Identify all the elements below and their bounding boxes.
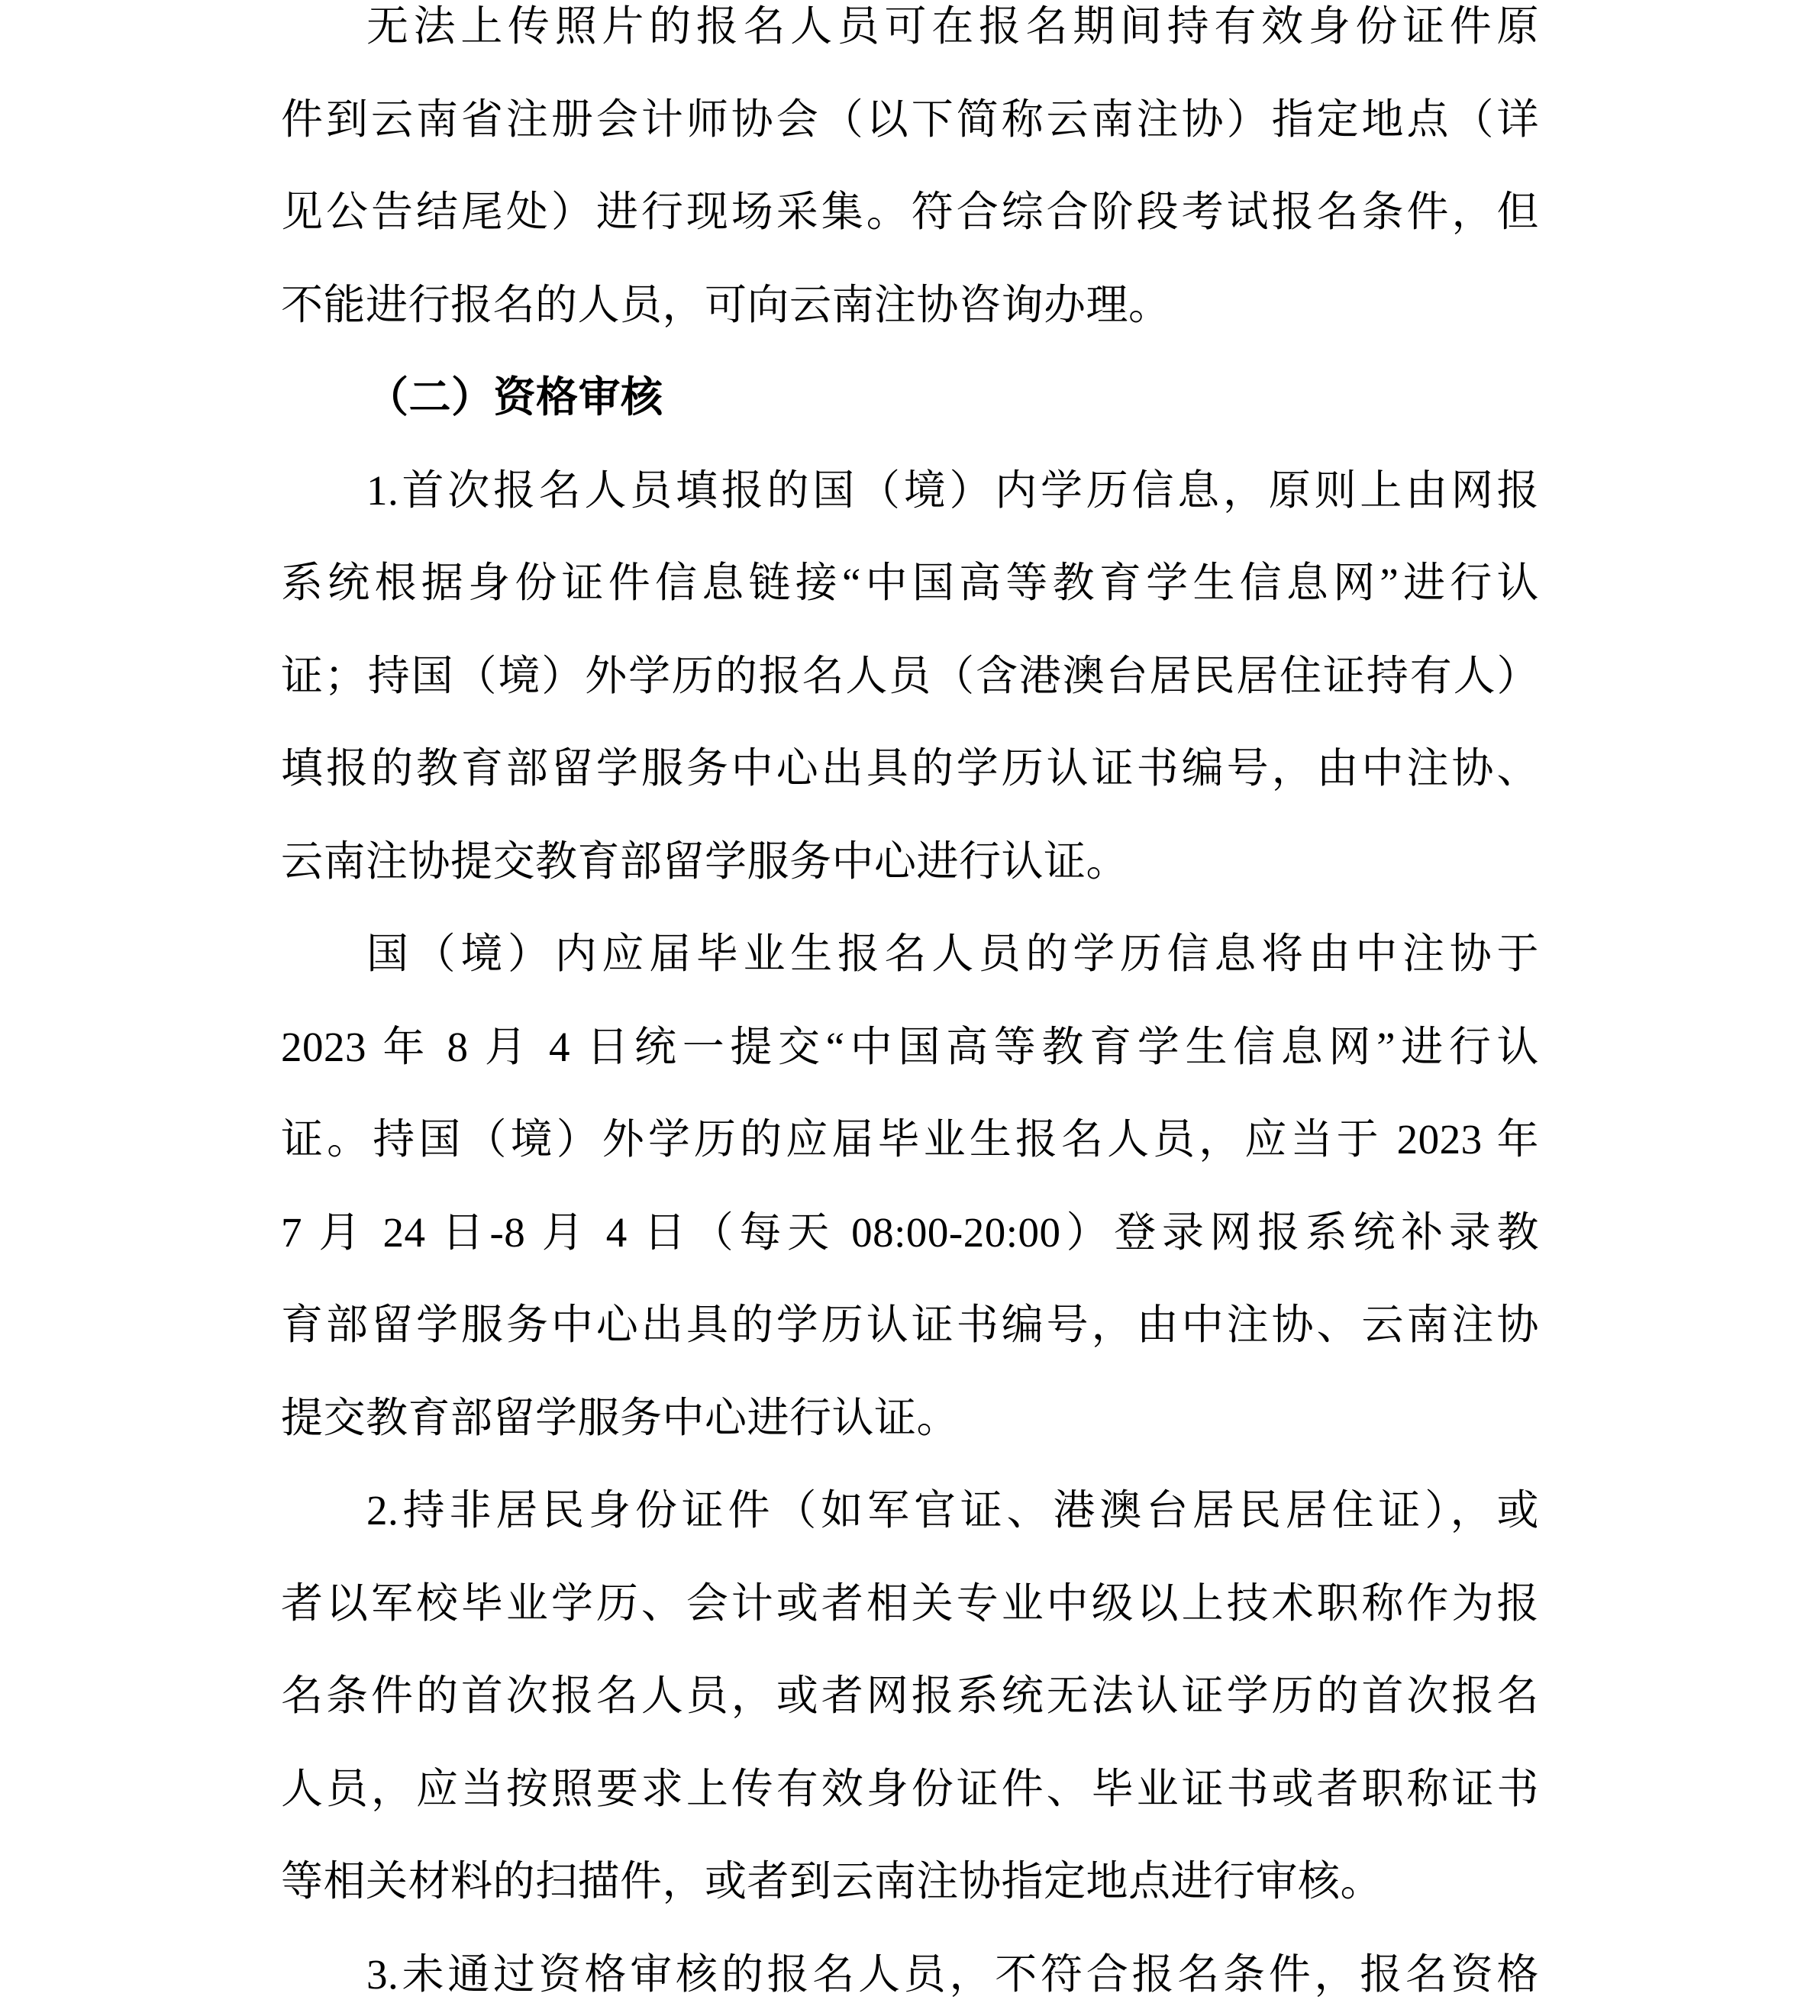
text-line: 7 月 24 日-8 月 4 日（每天 08:00-20:00）登录网报系统补录教 — [281, 1208, 1539, 1256]
text-line: 件到云南省注册会计师协会（以下简称云南注协）指定地点（详 — [281, 95, 1539, 143]
text-line: 见公告结尾处）进行现场采集。符合综合阶段考试报名条件，但 — [281, 189, 1539, 235]
text-line: 填报的教育部留学服务中心出具的学历认证书编号，由中注协、 — [281, 745, 1539, 792]
text-line: 1.首次报名人员填报的国（境）内学历信息，原则上由网报 — [366, 466, 1539, 514]
text-line: 不能进行报名的人员，可向云南注协咨询办理。 — [281, 281, 1171, 328]
text-line: 提交教育部留学服务中心进行认证。 — [281, 1394, 960, 1441]
text-line: 系统根据身份证件信息链接“中国高等教育学生信息网”进行认 — [281, 560, 1539, 606]
document-content — [281, 0, 1539, 2016]
text-line: 证；持国（境）外学历的报名人员（含港澳台居民居住证持有人） — [281, 652, 1539, 699]
text-line: 国（境）内应届毕业生报名人员的学历信息将由中注协于 — [366, 931, 1539, 977]
text-line: 人员，应当按照要求上传有效身份证件、毕业证书或者职称证书 — [281, 1765, 1539, 1812]
section-heading: （二）资格审核 — [366, 374, 663, 421]
text-line: 名条件的首次报名人员，或者网报系统无法认证学历的首次报名 — [281, 1672, 1539, 1719]
text-line: 云南注协提交教育部留学服务中心进行认证。 — [281, 837, 1129, 885]
text-line: 2023 年 8 月 4 日统一提交“中国高等教育学生信息网”进行认 — [281, 1023, 1539, 1070]
text-line: 证。持国（境）外学历的应届毕业生报名人员，应当于 2023 年 — [281, 1116, 1539, 1163]
text-line: 3.未通过资格审核的报名人员，不符合报名条件，报名资格 — [366, 1950, 1539, 1998]
text-line: 无法上传照片的报名人员可在报名期间持有效身份证件原 — [366, 3, 1539, 50]
text-line: 等相关材料的扫描件，或者到云南注协指定地点进行审核。 — [281, 1858, 1383, 1905]
text-line: 育部留学服务中心出具的学历认证书编号，由中注协、云南注协 — [281, 1302, 1539, 1348]
text-line: 2.持非居民身份证件（如军官证、港澳台居民居住证），或 — [366, 1487, 1539, 1534]
text-line: 者以军校毕业学历、会计或者相关专业中级以上技术职称作为报 — [281, 1579, 1539, 1627]
